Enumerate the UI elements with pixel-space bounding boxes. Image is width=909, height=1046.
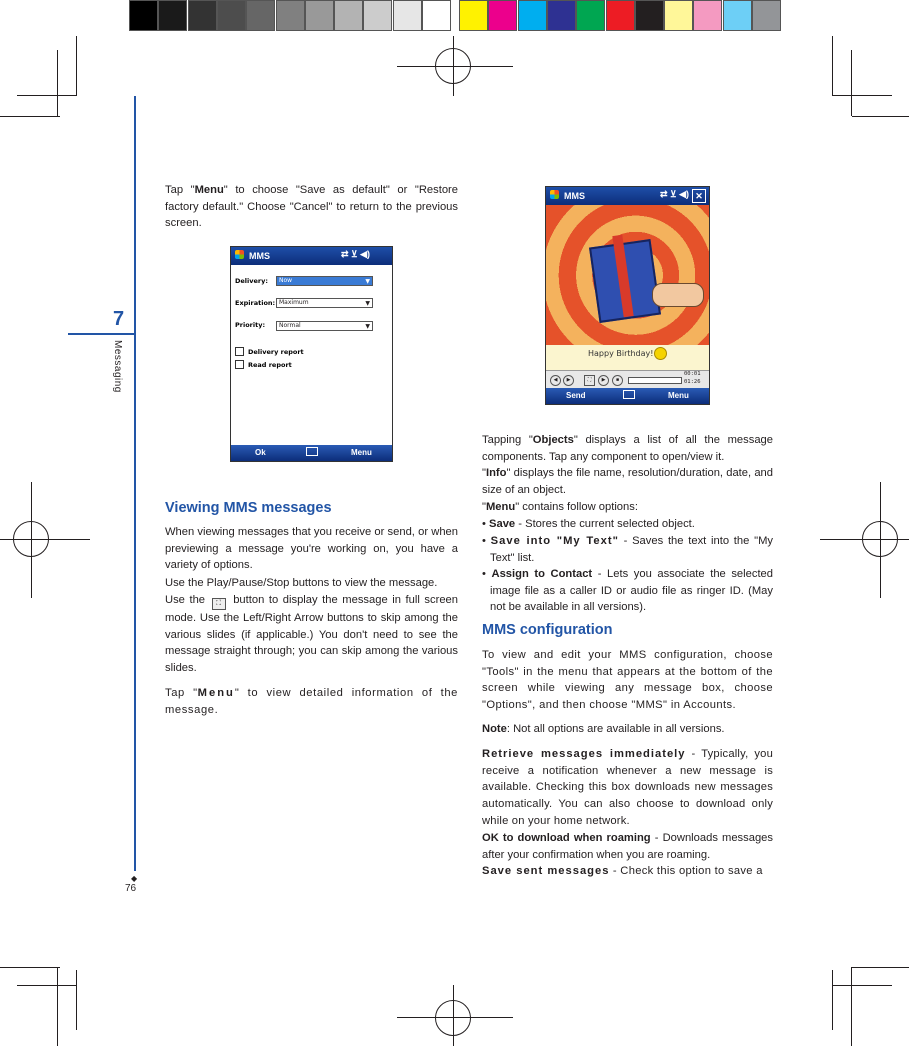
color-swatch [723,0,752,31]
delivery-report-label: Delivery report [248,348,304,356]
caption: Happy Birthday! [588,349,654,358]
title-bar: MMS ⇄ ⊻ ◀) ✕ [546,187,709,205]
chevron-down-icon: ▼ [365,278,370,285]
gray-swatch [363,0,392,31]
viewing-para1: When viewing messages that you receive or send, or when previewing a message you're working on, you have a variety of options. [165,526,458,572]
color-swatch [752,0,781,31]
delivery-report-checkbox[interactable] [235,347,244,356]
chapter-tab-rule [68,333,134,335]
config-paragraph: To view and edit your MMS configuration, choose "Tools" in the menu that appears at the bottom of the screen while viewing any message box, choose "Options", and then choose "MMS" in Accounts. [482,649,773,712]
menu-paragraph: "Menu" contains follow options: [482,501,638,513]
soft-key-send[interactable]: Send [566,391,586,400]
chevron-down-icon: ▼ [365,323,370,330]
viewing-heading: Viewing MMS messages [165,500,332,516]
time-total: 01:26 [684,379,701,385]
diamond-icon: ◆ [131,874,138,883]
soft-key-bar [231,445,392,461]
chevron-down-icon: ▼ [365,300,370,307]
soft-key-bar [546,388,709,404]
soft-key-menu[interactable]: Menu [351,448,372,457]
color-swatch [693,0,722,31]
title-bar: MMS ⇄ ⊻ ◀) [231,247,392,265]
bullet-assign-contact: • Assign to Contact - Lets you associate the selected image file as a caller ID or audio file as ringer ID. (May not be available in all versions). [482,568,774,614]
color-swatch [664,0,693,31]
progress-bar[interactable] [628,377,682,384]
delivery-select[interactable]: Now ▼ [276,276,373,286]
retrieve-paragraph: Retrieve messages immediately - Typically, you receive a notification whenever a new message is available. Checking this box downloads new messages automatically. You can also choose to download only while on your home network. [482,748,774,827]
note-paragraph: Note: Not all options are available in all versions. [482,723,725,735]
priority-label: Priority: [235,321,266,329]
delivery-label: Delivery: [235,277,268,285]
gray-swatch [188,0,217,31]
sidebar-rule [134,96,136,871]
color-swatch [606,0,635,31]
mms-options-screenshot [230,246,393,462]
status-icons: ⇄ ⊻ ◀) [340,249,370,259]
soft-key-ok[interactable]: Ok [255,448,266,457]
color-swatch [576,0,605,31]
bullet-save-my-text: • Save into "My Text" - Saves the text into the "My Text" list. [482,535,773,564]
read-report-checkbox[interactable] [235,360,244,369]
page-number: 76 [125,883,137,894]
next-icon[interactable]: ▶ [598,375,609,386]
viewing-para4: Tap "Menu" to view detailed information of the message. [165,687,458,716]
color-swatch [459,0,488,31]
gray-swatch [129,0,158,31]
fullscreen-icon[interactable]: ⛶ [584,375,595,386]
player-controls [546,370,709,389]
color-swatch [547,0,576,31]
gray-swatch [422,0,451,31]
viewing-para3: Use the ⛶ button to display the message in full screen mode. Use the Left/Right Arrow buttons to skip among the various slides (if applicable.) You don't need to see the message straight through; you can skip among the various slides. [165,594,458,675]
color-swatch [488,0,517,31]
birthday-picture [546,205,709,361]
play-icon[interactable]: ▶ [563,375,574,386]
bullet-save: • Save - Stores the current selected object. [482,518,695,530]
expiration-label: Expiration: [235,299,276,307]
mms-config-heading: MMS configuration [482,622,613,638]
keyboard-icon[interactable] [623,390,635,399]
gray-swatch [246,0,275,31]
status-icons: ⇄ ⊻ ◀) [659,189,689,199]
roaming-paragraph: OK to download when roaming - Downloads messages after your confirmation when you are roaming. [482,832,774,861]
gray-swatch [393,0,422,31]
color-swatch [518,0,547,31]
prev-icon[interactable]: ◀ [550,375,561,386]
priority-select[interactable]: Normal ▼ [276,321,373,331]
info-paragraph: "Info" displays the file name, resolution/duration, date, and size of an object. [482,467,773,496]
fullscreen-button-icon: ⛶ [212,598,226,610]
gray-swatch [217,0,246,31]
chapter-number: 7 [113,308,125,330]
smiley-icon [654,347,667,360]
save-sent-paragraph: Save sent messages - Check this option to save a [482,865,763,877]
windows-flag-icon [235,250,244,259]
stop-icon[interactable]: ■ [612,375,623,386]
time-elapsed: 00:01 [684,371,701,377]
chapter-title: Messaging [112,340,123,393]
gray-swatch [276,0,305,31]
mms-birthday-screenshot [545,186,710,405]
gray-swatch [334,0,363,31]
intro-paragraph: Tap "Menu" to choose "Save as default" or "Restore factory default." Choose "Cancel" to return to the previous screen. [165,184,459,230]
gray-swatch [305,0,334,31]
keyboard-icon[interactable] [306,447,318,456]
gray-swatch [158,0,187,31]
viewing-para2: Use the Play/Pause/Stop buttons to view the message. [165,577,438,589]
objects-paragraph: Tapping "Objects" displays a list of all the message components. Tap any component to open/view it. [482,434,773,463]
windows-flag-icon [550,190,559,199]
hand [652,283,704,307]
soft-key-menu[interactable]: Menu [668,391,689,400]
color-swatch [635,0,664,31]
close-icon[interactable]: ✕ [692,189,706,203]
expiration-select[interactable]: Maximum ▼ [276,298,373,308]
read-report-label: Read report [248,361,292,369]
